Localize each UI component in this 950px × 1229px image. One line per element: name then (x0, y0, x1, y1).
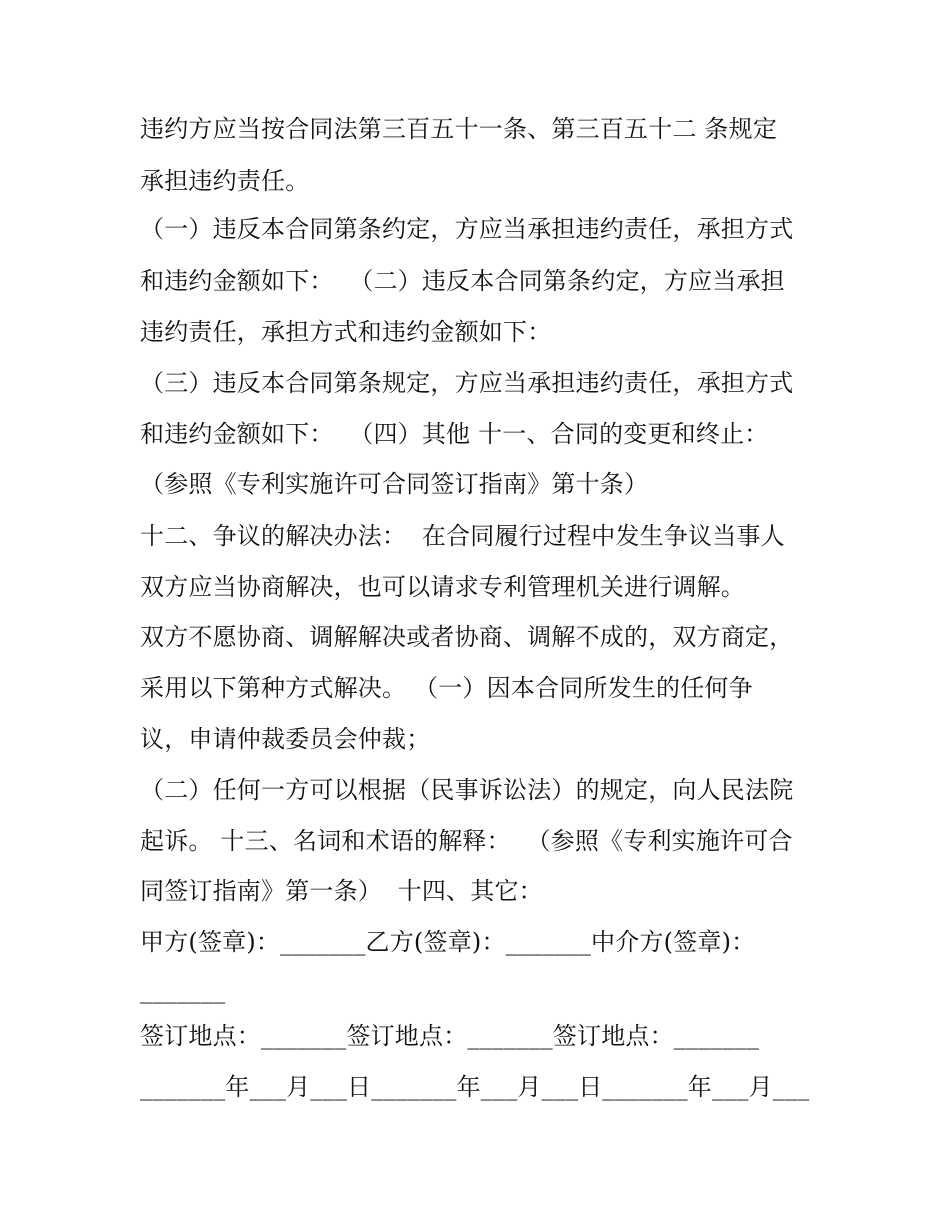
text-line-5: 违约责任，承担方式和违约金额如下： (140, 318, 552, 346)
text-line-1: 违约方应当按合同法第三百五十一条、第三百五十二 条规定 (140, 115, 778, 143)
text-line-13: 议，申请仲裁委员会仲裁； (140, 725, 431, 753)
text-line-6: （三）违反本合同第条规定，方应当承担违约责任，承担方式 (140, 369, 794, 397)
signature-line: 甲方(签章)：_______乙方(签章)：_______中介方(签章)： (140, 928, 756, 956)
text-line-8: （参照《专利实施许可合同签订指南》第十条） (140, 470, 649, 498)
text-line-15: 起诉。 十三、名词和术语的解释： （参照《专利实施许可合 (140, 827, 793, 855)
signature-blank: _______ (140, 976, 226, 1004)
text-line-11: 双方不愿协商、调解解决或者协商、调解不成的，双方商定， (140, 623, 794, 651)
text-line-12: 采用以下第种方式解决。 （一）因本合同所发生的任何争 (140, 674, 753, 702)
text-line-16: 同签订指南》第一条） 十四、其它： (140, 877, 543, 905)
text-line-10: 双方应当协商解决，也可以请求专利管理机关进行调解。 (140, 573, 745, 601)
signing-date-line: _______年___月___日_______年___月___日_______年___月___ (140, 1073, 810, 1101)
signing-location-line: 签订地点：_______签订地点：_______签订地点：_______ (140, 1022, 760, 1050)
text-line-3: （一）违反本合同第条约定，方应当承担违约责任，承担方式 (140, 215, 794, 243)
text-line-7: 和违约金额如下： （四）其他 十一、合同的变更和终止： (140, 420, 769, 448)
text-line-2: 承担违约责任。 (140, 167, 310, 195)
text-line-9: 十二、争议的解决办法： 在合同履行过程中发生争议当事人 (140, 522, 785, 550)
text-line-4: 和违约金额如下： （二）违反本合同第条约定，方应当承担 (140, 267, 785, 295)
text-line-14: （二）任何一方可以根据（民事诉讼法）的规定，向人民法院 (140, 776, 794, 804)
